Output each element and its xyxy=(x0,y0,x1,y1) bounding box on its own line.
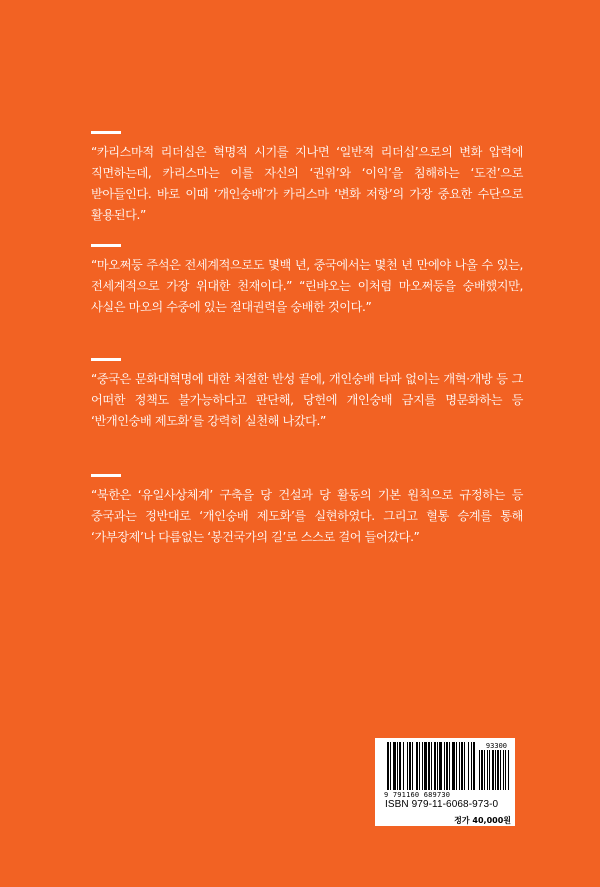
quote-block-1 xyxy=(91,131,523,226)
quote-rule xyxy=(91,474,121,477)
quote-block-3 xyxy=(91,358,523,432)
quote-rule xyxy=(91,131,121,134)
isbn-text: ISBN 979-11-6068-973-0 xyxy=(385,799,499,810)
quote-rule xyxy=(91,244,121,247)
quote-block-4 xyxy=(91,474,523,548)
quote-block-2 xyxy=(91,244,523,318)
ean-number: 9 791160 689730 xyxy=(384,791,451,799)
quote-rule xyxy=(91,358,121,361)
quote-text: “북한은 ‘유일사상체계’ 구축을 당 건설과 당 활동의 기본 원칙으로 규정하는 등 중국과는 정반대로 ‘개인숭배 제도화’를 실현하였다. 그리고 혈통 승계를 통해 ‘가부장제’나 다름없는 ‘봉건국가의 길’로 스스로 걸어 들어갔다.” xyxy=(91,488,523,544)
price-text: 정가 40,000원 xyxy=(454,816,511,825)
addon-number: 93300 xyxy=(485,742,507,750)
quote-text: “마오쩌둥 주석은 전세계적으로도 몇백 년, 중국에서는 몇천 년 만에야 나올 수 있는, 전세계적으로 가장 위대한 천재이다.” “린뱌오는 이처럼 마오쩌둥을 숭배했지만, 사실은 마오의 수중에 있는 절대권력을 숭배한 것이다.” xyxy=(91,258,523,314)
barcode-box xyxy=(375,738,515,826)
quote-text: “중국은 문화대혁명에 대한 처절한 반성 끝에, 개인숭배 타파 없이는 개혁·개방 등 그 어떠한 정책도 불가능하다고 판단해, 당헌에 개인숭배 금지를 명문화하는 등 ‘반개인숭배 제도화’를 강력히 실천해 나갔다.” xyxy=(91,372,523,428)
quote-text: “카리스마적 리더십은 혁명적 시기를 지나면 ‘일반적 리더십’으로의 변화 압력에 직면하는데, 카리스마는 이를 자신의 ‘권위’와 ‘이익’을 침해하는 ‘도전’으로 받아들인다. 바로 이때 ‘개인숭배’가 카리스마 ‘변화 저항’의 가장 중요한 수단으로 활용된다.” xyxy=(91,145,523,222)
